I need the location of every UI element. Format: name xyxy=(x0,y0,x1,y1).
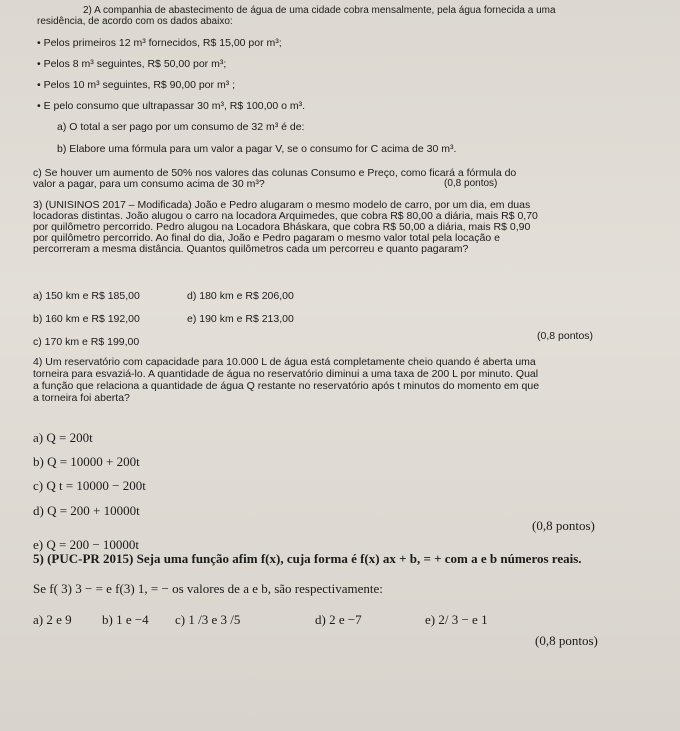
q3-option-e: e) 190 km e R$ 213,00 xyxy=(187,313,294,325)
q2-bullet-3: • Pelos 10 m³ seguintes, R$ 90,00 por m³ ; xyxy=(37,79,236,91)
q3-line5: percorreram a mesma distância. Quantos quilômetros cada um percorreu e quanto pagaram? xyxy=(33,243,469,255)
q4-option-c: c) Q t = 10000 − 200t xyxy=(33,478,146,493)
q4-line4: a torneira foi aberta? xyxy=(33,392,130,404)
q2-bullet-1: • Pelos primeiros 12 m³ fornecidos, R$ 15,00 por m³; xyxy=(37,37,282,49)
q2-item-c-line1: c) Se houver um aumento de 50% nos valores das colunas Consumo e Preço, como ficará a fórmula do xyxy=(33,167,517,179)
q4-line1: 4) Um reservatório com capacidade para 10.000 L de água está completamente cheio quando é aberta uma xyxy=(33,356,536,368)
q2-item-b: b) Elabore uma fórmula para um valor a pagar V, se o consumo for C acima de 30 m³. xyxy=(57,143,457,155)
q3-line2: locadoras distintas. João alugou o carro na locadora Arquimedes, que cobra R$ 80,00 a diária, mais R$ 0,70 xyxy=(33,210,538,222)
q3-line4: por quilômetro percorrido. Ao final do dia, João e Pedro pagaram o mesmo valor total pela locação e xyxy=(33,232,500,244)
q5-option-d: d) 2 e −7 xyxy=(315,612,362,627)
q5-line1: 5) (PUC-PR 2015) Seja uma função afim f(x), cuja forma é f(x) ax + b, = + com a e b números reais. xyxy=(33,551,582,566)
q4-option-e: e) Q = 200 − 10000t xyxy=(33,537,140,552)
q3-option-c: c) 170 km e R$ 199,00 xyxy=(33,336,140,348)
q5-option-a: a) 2 e 9 xyxy=(33,612,72,627)
q3-line1: 3) (UNISINOS 2017 – Modificada) João e Pedro alugaram o mesmo modelo de carro, por um dia, em duas xyxy=(33,199,531,211)
q2-item-c-line2: valor a pagar, para um consumo acima de 30 m³? xyxy=(33,178,265,190)
q5-option-c: c) 1 /3 e 3 /5 xyxy=(175,612,241,627)
q4-line2: torneira para esvaziá-lo. A quantidade de água no reservatório diminui a uma taxa de 200 L por minuto. Qual xyxy=(33,368,539,380)
q3-option-d: d) 180 km e R$ 206,00 xyxy=(187,290,294,302)
q2-intro-line2: residência, de acordo com os dados abaixo: xyxy=(37,16,233,27)
q4-line3: a função que relaciona a quantidade de água Q restante no reservatório após t minutos do momento em que xyxy=(33,380,540,392)
q5-line2: Se f( 3) 3 − = e f(3) 1, = − os valores de a e b, são respectivamente: xyxy=(33,581,383,596)
q4-option-d: d) Q = 200 + 10000t xyxy=(33,503,140,518)
q5-option-b: b) 1 e −4 xyxy=(102,612,149,627)
q3-option-b: b) 160 km e R$ 192,00 xyxy=(33,313,140,325)
q2-bullet-2: • Pelos 8 m³ seguintes, R$ 50,00 por m³; xyxy=(37,58,227,70)
q2-bullet-4: • E pelo consumo que ultrapassar 30 m³, R$ 100,00 o m³. xyxy=(37,100,306,112)
q5-option-e: e) 2/ 3 − e 1 xyxy=(425,612,488,627)
q4-option-a: a) Q = 200t xyxy=(33,430,93,445)
q3-line3: por quilômetro percorrido. Pedro alugou na Locadora Bháskara, que cobra R$ 50,00 a diária, mais R$ 0,90 xyxy=(33,221,531,233)
q3-points: (0,8 pontos) xyxy=(537,330,594,342)
q4-points: (0,8 pontos) xyxy=(532,518,595,533)
q2-points: (0,8 pontos) xyxy=(444,178,498,189)
q4-option-b: b) Q = 10000 + 200t xyxy=(33,454,140,469)
q2-intro-line1: 2) A companhia de abastecimento de água de uma cidade cobra mensalmente, pela água fornecida a uma xyxy=(83,5,556,16)
q2-item-a: a) O total a ser pago por um consumo de 32 m³ é de: xyxy=(57,121,305,133)
q5-points: (0,8 pontos) xyxy=(535,633,598,648)
q3-option-a: a) 150 km e R$ 185,00 xyxy=(33,290,140,302)
